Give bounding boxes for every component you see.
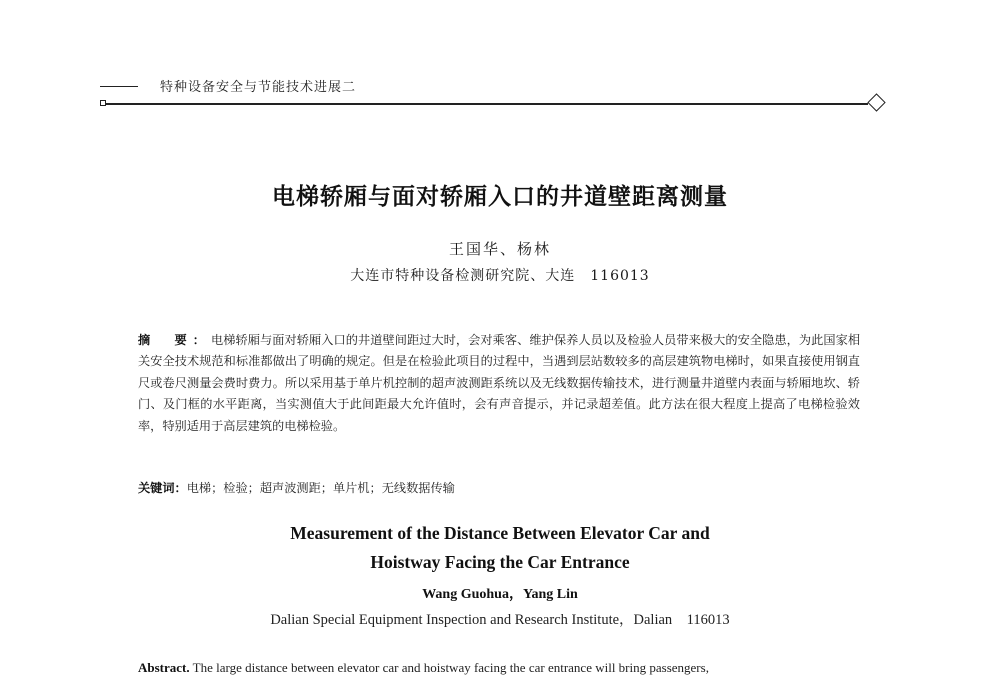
diamond-icon <box>867 93 885 111</box>
abstract-cn-label: 摘 要： <box>138 333 211 347</box>
abstract-en <box>138 660 860 676</box>
affiliation-en: Dalian Special Equipment Inspection and Research Institute，Dalian 116013 <box>270 612 730 628</box>
running-header: 特种设备安全与节能技术进展二 <box>160 80 357 95</box>
header-rule <box>106 103 868 105</box>
paper-title-en-line2: Hoistway Facing the Car Entrance <box>370 552 630 572</box>
keywords-cn-text: 电梯；检验；超声波测距；单片机；无线数据传输 <box>186 481 455 495</box>
abstract-cn <box>138 330 860 437</box>
paper-title-cn: 电梯轿厢与面对轿厢入口的井道壁距离测量 <box>272 184 728 210</box>
authors-en: Wang Guohua，Yang Lin <box>422 587 578 602</box>
abstract-en-text: The large distance between elevator car and hoistway facing the car entrance will bring passengers, <box>192 660 709 675</box>
paper-title-en-line1: Measurement of the Distance Between Elevator Car and <box>290 523 710 543</box>
abstract-en-label: Abstract. <box>138 660 190 675</box>
affiliation-cn: 大连市特种设备检测研究院、大连 116013 <box>350 268 650 284</box>
keywords-cn <box>138 479 860 496</box>
abstract-cn-text: 电梯轿厢与面对轿厢入口的井道壁间距过大时，会对乘客、维护保养人员以及检验人员带来极大的安全隐患，为此国家相关安全技术规范和标准都做出了明确的规定。但是在检验此项目的过程中，当遇到层站数较多的高层建筑物电梯时，如果直接使用钢直尺或卷尺测量会费时费力。所以采用基于单片机控制的超声波测距系统以及无线数据传输技术，进行测量井道壁内表面与轿厢地坎、轿门、及门框的水平距离，当实测值大于此间距最大允许值时，会有声音提示，并记录超差值。此方法在很大程度上提高了电梯检验效率，特别适用于高层建筑的电梯检验。 <box>138 333 861 433</box>
keywords-cn-label: 关键词： <box>138 481 187 495</box>
header-rule-short <box>100 86 138 87</box>
authors-cn: 王国华、杨林 <box>448 240 551 258</box>
